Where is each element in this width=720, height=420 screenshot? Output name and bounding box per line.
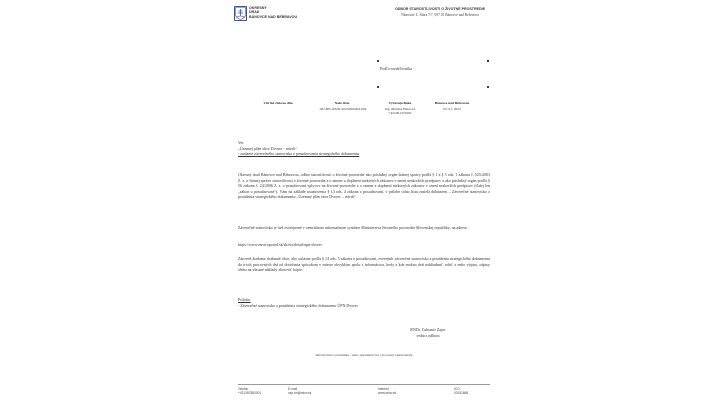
ref-handled-by: Ing. Martina Habrová +421961372602	[384, 107, 416, 116]
subject-prefix: Vec	[238, 140, 244, 145]
ref-date: 02. 01. 2023	[443, 107, 461, 111]
paragraph: Zároveň žiadame dotknuté obce, aby súčasne podľa § 14 ods. 5 zákona o posudzovaní, zverejnili záverečné stanovisko z posúdenia strategického dokumentu do troch pracovných dní od doručenia spôsobom v mieste obvyklým spolu s informáciou, kedy a kde možno doň nahliadnuť, robiť z neho výpisy, odpisy alebo na vlastné náklady zhotoviť kópie.	[238, 256, 490, 273]
signatory-name: RNDr. Ľubomír Zajac	[410, 327, 446, 332]
ref-label-handled-by: Vybavuje/linka	[388, 101, 412, 105]
ref-our-number: OU-BN-OSZP-2023/000504-004	[319, 107, 367, 111]
address-window-corner	[377, 60, 379, 62]
subject-block	[238, 140, 488, 157]
recipient: Podľa rozdeľovníka	[380, 66, 413, 71]
signature-block	[378, 327, 478, 338]
document-page	[228, 0, 498, 420]
address-window-corner	[487, 60, 489, 62]
address-window-corner	[487, 86, 489, 88]
signatory-role: vedúci odboru	[416, 332, 440, 338]
footer-divider	[238, 384, 490, 385]
subject-description: - zaslanie záverečného stanoviska z posudzovania strategického dokumentu	[238, 151, 360, 157]
paragraph: Záverečné stanovisko je tiež zverejnené v centrálnom informačnom systéme Ministerstva životného prostredia Slovenskej republiky, na adrese:	[238, 225, 468, 230]
department-address: Námestie Ľ. Štúra 7/7, 957 01 Bánovce nad Bebravou	[401, 13, 479, 17]
attachment-block	[238, 297, 490, 308]
address-window-corner	[377, 86, 379, 88]
electronic-note: Informatívna poznámka - tento dokument bol vytvorený elektronicky	[315, 353, 413, 357]
footer-email: E-mail ozp.bn@minv.sk	[288, 387, 312, 396]
footer-phone: Telefón +421387580001	[238, 387, 262, 396]
enviroportal-link[interactable]: https://www.enviroportal.sk/sk/eia/detail/upn-dvorec	[238, 242, 323, 247]
coat-of-arms-icon	[234, 6, 247, 21]
attachment-title: Príloha:	[238, 297, 251, 302]
ref-label-our-number: Naše číslo	[334, 101, 350, 105]
paragraph: Okresný úrad Bánovce nad Bebravou, odbor starostlivosti o životné prostredie ako príslušný orgán štátnej správy podľa § 1 a § 5 ods. 1 zákona č. 525/2003 Z. z. o štátnej správe starostlivosti o životné prostredie a o zmene a doplnení niektorých zákonov v znení neskorších predpisov a ako príslušný orgán podľa § 56 zákona č. 24/2006 Z. z. o posudzovaní vplyvov na životné prostredie a o zmene a doplnení niektorých zákonov v znení neskorších predpisov (ďalej len „zákon o posudzovaní“), Vám na základe ustanovenia § 14 ods. 4 zákona o posudzovaní, v prílohe tohto listu zasiela dokument – Záverečné stanovisko z posúdenia strategického dokumentu „Územný plán obce Dvorec – návrh“.	[238, 172, 490, 200]
office-name: OKRESNÝ ÚRAD BÁNOVCE NAD BEBRAVOU	[249, 6, 298, 19]
department-name: ODBOR STAROSTLIVOSTI O ŽIVOTNÉ PROSTREDIE	[395, 7, 485, 11]
ref-label-place: Bánovce nad Bebravou	[434, 101, 470, 105]
subject-title: „Územný plán obce Dvorec - návrh“	[238, 145, 297, 151]
ref-label-your-letter: Váš list číslo/zo dňa	[263, 101, 293, 105]
attachment-item: - Záverečné stanovisko z posúdenia strategického dokumentu ÚPN Dvorec	[238, 302, 359, 308]
footer-internet: Internet www.minv.sk	[378, 387, 397, 396]
footer-ico: IČO 00151866	[454, 387, 469, 396]
